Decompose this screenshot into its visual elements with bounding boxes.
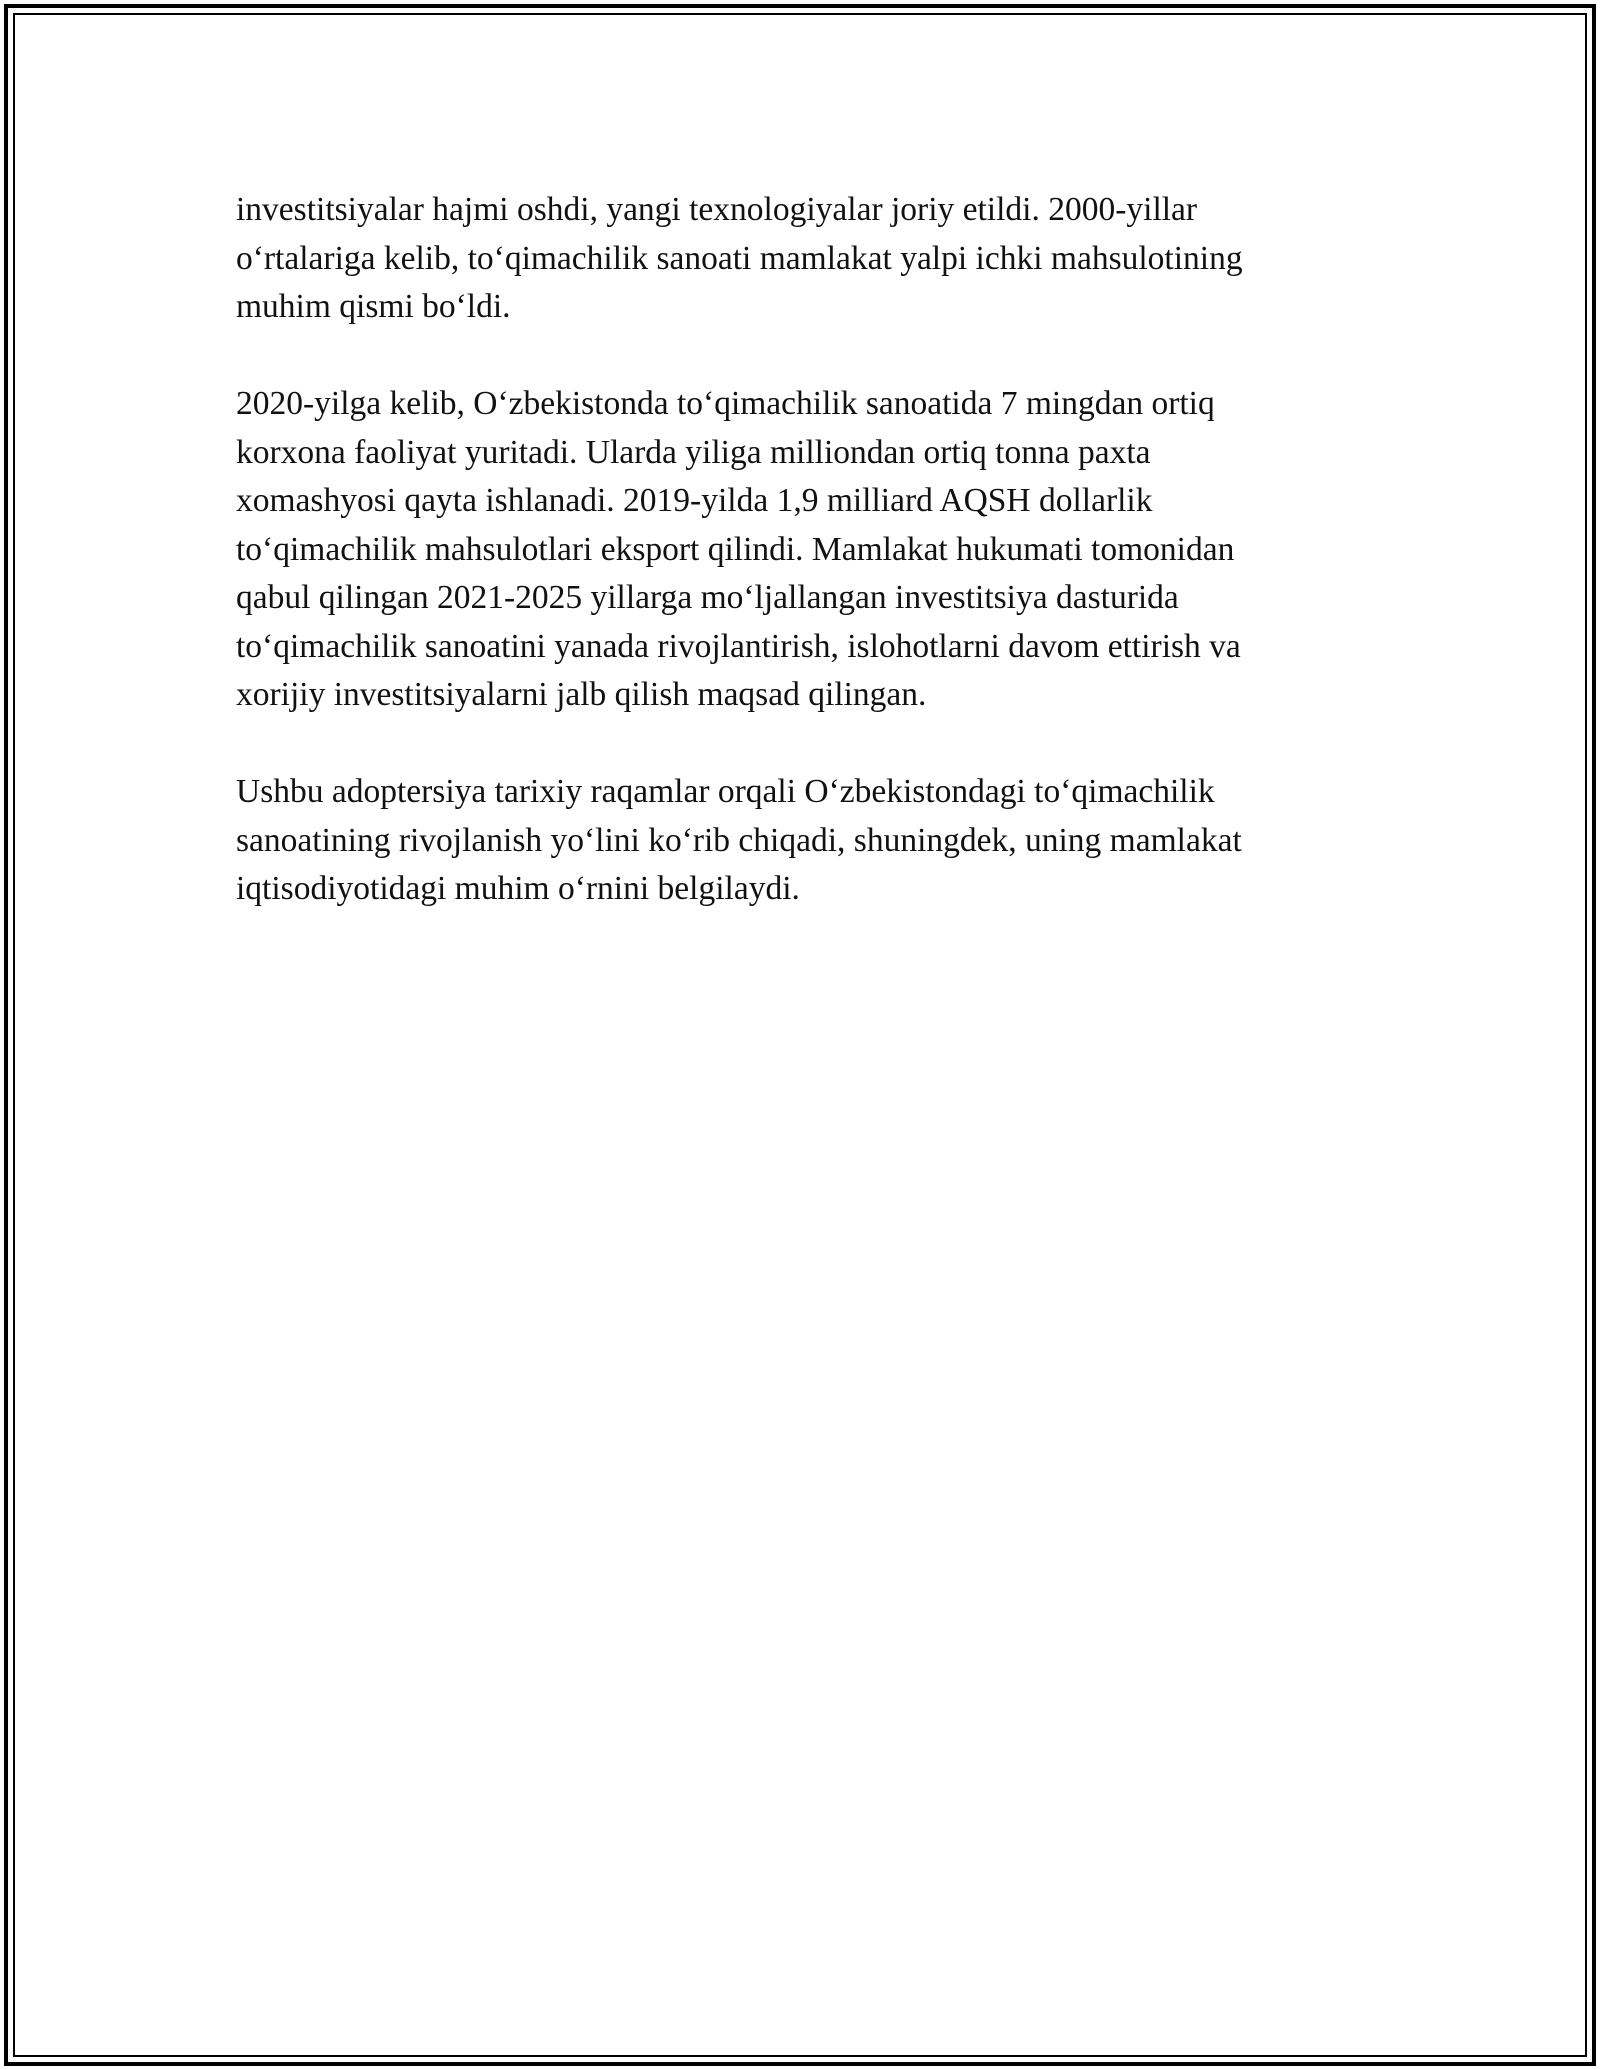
paragraph-1 <box>236 186 1366 332</box>
paragraph-line: muhim qismi bo‘ldi. <box>236 288 511 325</box>
paragraph-line: to‘qimachilik sanoatini yanada rivojlantirish, islohotlarni davom ettirish va <box>236 627 1241 665</box>
document-body <box>236 186 1366 962</box>
paragraph-line: o‘rtalariga kelib, to‘qimachilik sanoati mamlakat yalpi ichki mahsulotining <box>236 239 1243 277</box>
paragraph-line: iqtisodiyotidagi muhim o‘rnini belgilaydi. <box>236 870 800 907</box>
paragraph-line: qabul qilingan 2021-2025 yillarga mo‘ljallangan investitsiya dasturida <box>236 579 1179 616</box>
paragraph-line: xorijiy investitsiyalarni jalb qilish maqsad qilingan. <box>236 676 927 713</box>
paragraph-2 <box>236 380 1366 720</box>
paragraph-line: 2020-yilga kelib, O‘zbekistonda to‘qimachilik sanoatida 7 mingdan ortiq <box>236 385 1215 422</box>
paragraph-line: investitsiyalar hajmi oshdi, yangi texnologiyalar joriy etildi. 2000-yillar <box>236 191 1198 228</box>
paragraph-line: korxona faoliyat yuritadi. Ularda yiliga milliondan ortiq tonna paxta <box>236 433 1151 471</box>
paragraph-line: sanoatining rivojlanish yo‘lini ko‘rib chiqadi, shuningdek, uning mamlakat <box>236 821 1242 859</box>
paragraph-line: to‘qimachilik mahsulotlari eksport qilindi. Mamlakat hukumati tomonidan <box>236 530 1235 568</box>
paragraph-line: Ushbu adoptersiya tarixiy raqamlar orqali O‘zbekistondagi to‘qimachilik <box>236 773 1215 810</box>
paragraph-line: xomashyosi qayta ishlanadi. 2019-yilda 1,9 milliard AQSH dollarlik <box>236 482 1153 519</box>
paragraph-3 <box>236 768 1366 914</box>
